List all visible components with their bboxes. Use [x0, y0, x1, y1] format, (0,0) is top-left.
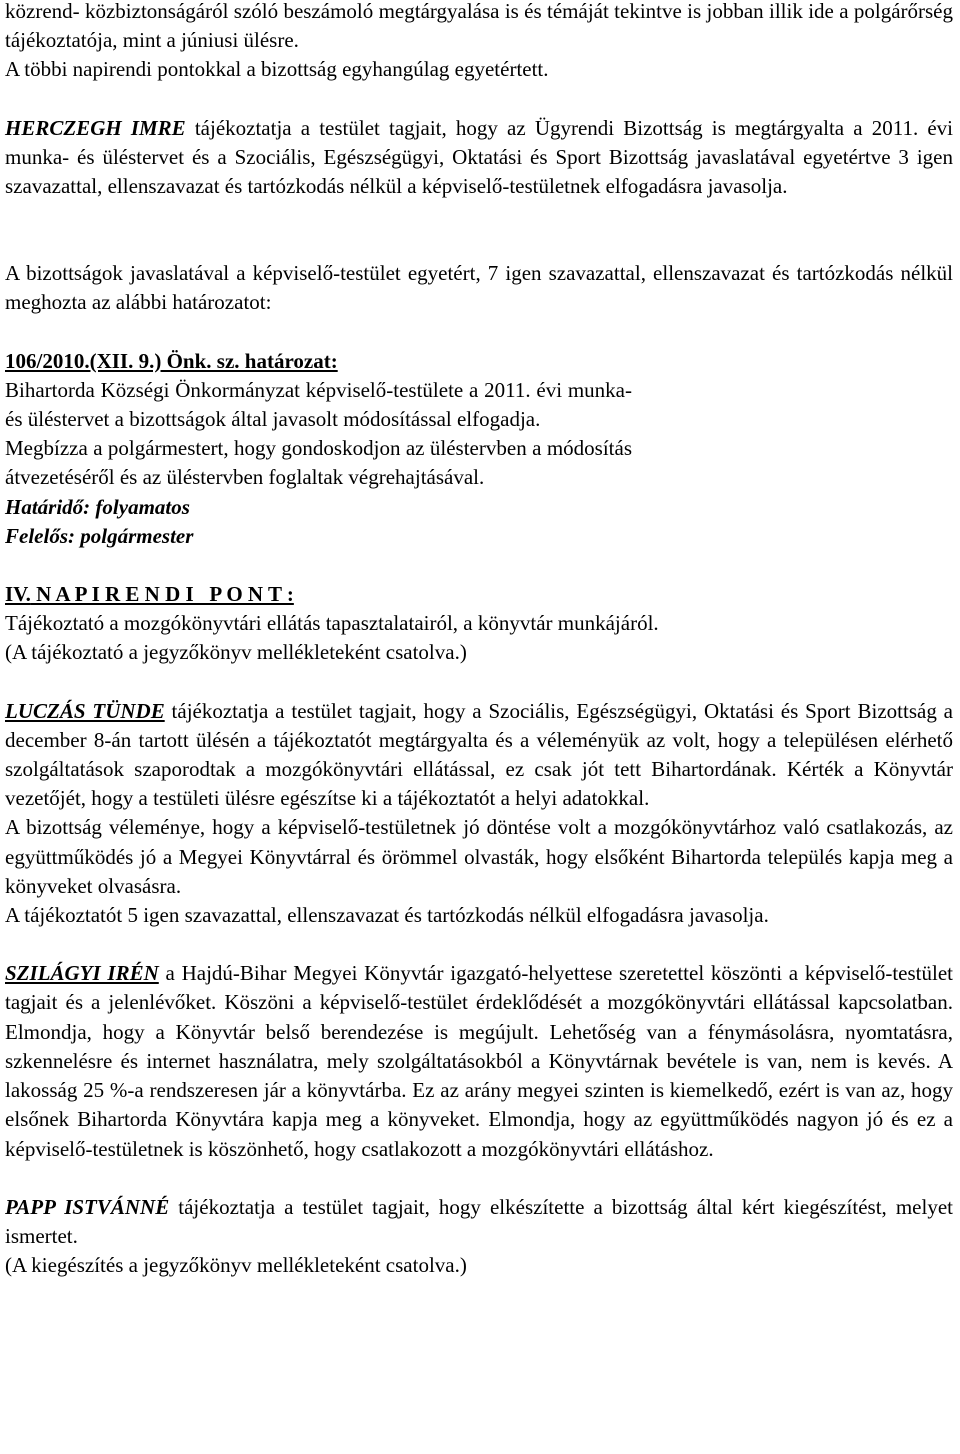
document-page [5, 0, 953, 1280]
szilagyi-paragraph [5, 959, 953, 1163]
intro-paragraph: közrend- közbiztonságáról szóló beszámoló megtárgyalása is és témáját tekintve is jobban illik ide a polgárőrség tájékoztatója, mint a júniusi ülésre. [5, 0, 953, 53]
herczegh-paragraph [5, 114, 953, 202]
agenda-roman: IV. [5, 582, 31, 607]
decision-body-2: Megbízza a polgármestert, hogy gondoskodjon az üléstervben a módosítás átvezetéséről és az üléstervben foglaltak végrehajtásával. [5, 436, 632, 490]
decision-responsible: Felelős: polgármester [5, 523, 194, 548]
luczas-paragraph-3: A tájékoztatót 5 igen szavazattal, ellenszavazat és tartózkodás nélkül elfogadásra javasolja. [5, 903, 769, 928]
speaker-name: PAPP ISTVÁNNÉ [5, 1194, 170, 1219]
speaker-text: a Hajdú-Bihar Megyei Könyvtár igazgató-helyettese szeretettel köszönti a képviselő-testület tagjait és a jelenlévőket. Köszöni a képviselő-testület érdeklődését a mozgókönyvtári ellátással kapcsolatban. Elmondja, hogy a Könyvtár belső berendezése is megújult. Lehetőség van a fénymásolásra, nyomtatásra, szkennelésre és internet használatra, mely szolgáltatásokból a Könyvtárnak bevétele is van, nem is kevés. A lakosság 25 %-a rendszeresen jár a könyvtárba. Ez az arány megyei szinten is kiemelkedő, ezért is van az, hogy elsőnek Bihartorda Könyvtára kapja meg a könyveket. Elmondja, hogy az együttműködés nagyon jó és ez a képviselő-testületnek is köszönhető, hogy csatlakozott a mozgókönyvtári ellátáshoz. [5, 961, 954, 1161]
decision-body-1: Bihartorda Községi Önkormányzat képviselő-testülete a 2011. évi munka- és üléstervet a bizottságok által javasolt módosítással elfogadja. [5, 377, 632, 432]
intro-paragraph-2: A többi napirendi pontokkal a bizottság egyhangúlag egyetértett. [5, 57, 549, 82]
speaker-text: tájékoztatja a testület tagjait, hogy az Ügyrendi Bizottság is megtárgyalta a 2011. évi munka- és üléstervet és a Szociális, Egészségügyi, Oktatási és Sport Bizottság javaslatával egyetértve 3 igen szavazattal, ellenszavazat és tartózkodás nélkül a képviselő-testületnek elfogadásra javasolja. [5, 115, 953, 199]
luczas-paragraph [5, 697, 953, 814]
decision-number: 106/2010.(XII. 9.) Önk. sz. határozat: [5, 348, 338, 373]
papp-note: (A kiegészítés a jegyzőkönyv mellékleteként csatolva.) [5, 1253, 467, 1278]
speaker-name: LUCZÁS TÜNDE [5, 698, 165, 723]
speaker-name: HERCZEGH IMRE [5, 115, 186, 140]
speaker-text: tájékoztatja a testület tagjait, hogy elkészítette a bizottság által kért kiegészítést, melyet ismertet. [5, 1194, 953, 1248]
papp-paragraph [5, 1193, 953, 1251]
agenda-note: (A tájékoztató a jegyzőkönyv mellékleteként csatolva.) [5, 640, 467, 665]
luczas-paragraph-2: A bizottság véleménye, hogy a képviselő-testületnek jó döntése volt a mozgókönyvtárhoz való csatlakozás, az együttműködés jó a Megyei Könyvtárral és örömmel olvasták, hogy elsőként Bihartorda település kapja meg a könyveket olvasásra. [5, 815, 953, 898]
speaker-name: SZILÁGYI IRÉN [5, 961, 159, 986]
decision-deadline: Határidő: folyamatos [5, 494, 190, 519]
agenda-label: N A P I R E N D I P O N T : [30, 582, 294, 607]
agenda-title: Tájékoztató a mozgókönyvtári ellátás tapasztalatairól, a könyvtár munkájáról. [5, 611, 659, 636]
decision-block [5, 347, 632, 551]
agenda-heading [5, 580, 953, 609]
speaker-text: tájékoztatja a testület tagjait, hogy a Szociális, Egészségügyi, Oktatási és Sport Bizottság a december 8-án tartott ülésén a tájékoztatót megtárgyalta és a véleményük az volt, hogy a településen elérhető szolgáltatások szaporodtak a mozgókönyvtári ellátással, ez csak jót tett Bihartordának. Kérték a Könyvtár vezetőjét, hogy a testületi ülésre egészítse ki a tájékoztatót a helyi adatokkal. [5, 698, 953, 811]
vote-paragraph: A bizottságok javaslatával a képviselő-testület egyetért, 7 igen szavazattal, ellenszavazat és tartózkodás nélkül meghozta az alábbi határozatot: [5, 261, 953, 315]
